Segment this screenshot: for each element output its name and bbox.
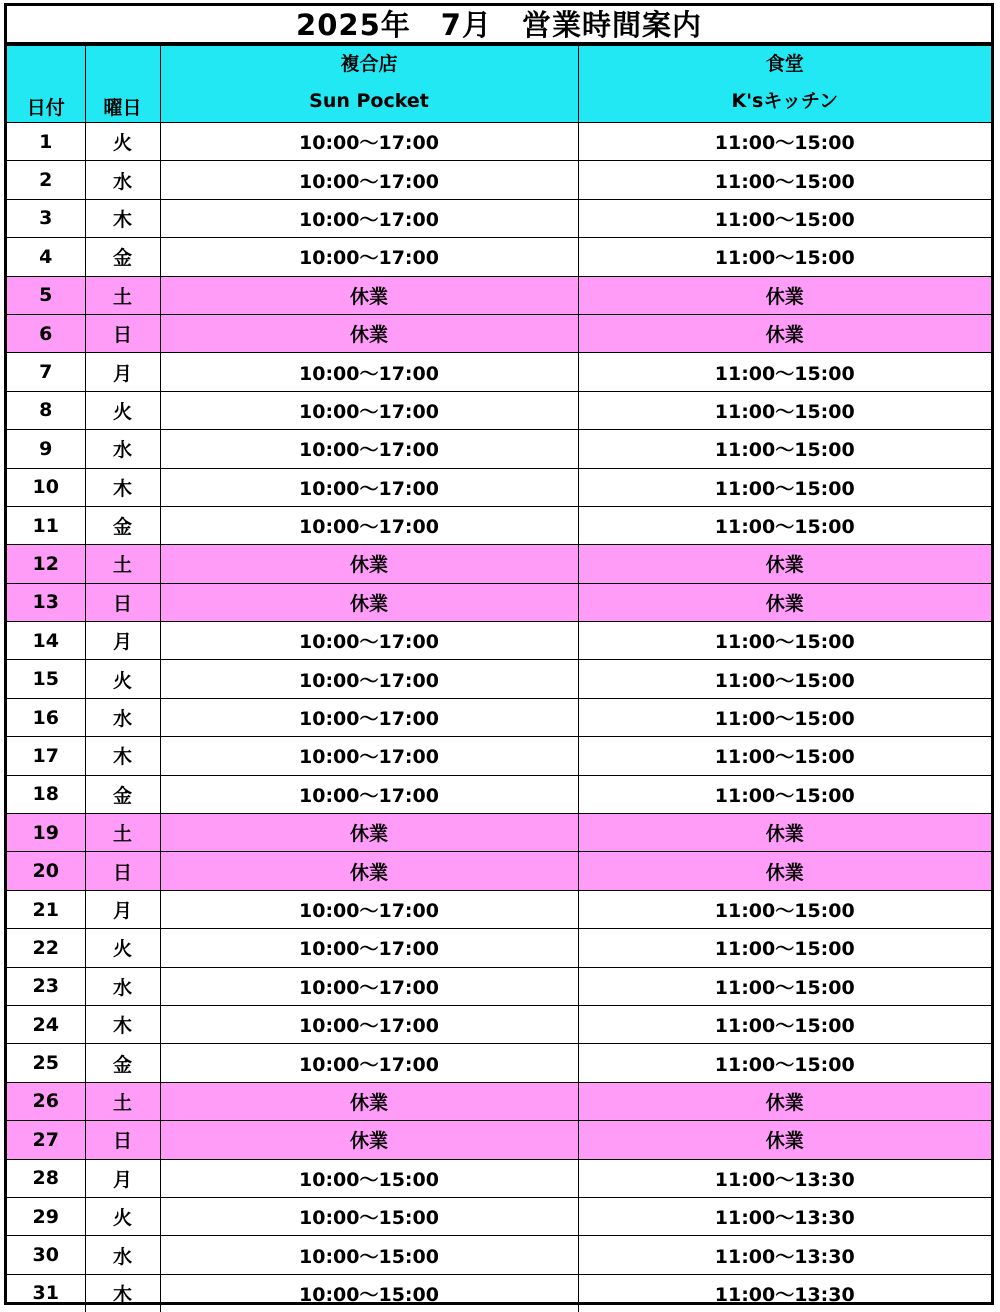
weekday-cell: 金: [85, 775, 160, 813]
table-row: [7, 314, 991, 352]
store1-hours-cell: 10:00～15:00: [160, 1236, 578, 1274]
weekday-cell: 金: [85, 238, 160, 276]
weekday-cell: 木: [85, 468, 160, 506]
table-row: [7, 545, 991, 583]
date-cell: 3: [7, 199, 85, 237]
store1-hours-cell: 10:00～17:00: [160, 737, 578, 775]
table-row: [7, 1274, 991, 1312]
store2-hours-cell: 休業: [578, 545, 991, 583]
table-row: [7, 852, 991, 890]
weekday-cell: 金: [85, 1044, 160, 1082]
date-cell: 6: [7, 314, 85, 352]
weekday-cell: 水: [85, 1236, 160, 1274]
store2-hours-cell: 11:00～15:00: [578, 199, 991, 237]
store1-hours-cell: 10:00～17:00: [160, 430, 578, 468]
store1-hours-cell: 休業: [160, 545, 578, 583]
store2-hours-cell: 休業: [578, 1121, 991, 1159]
store1-hours-cell: 10:00～17:00: [160, 1044, 578, 1082]
date-cell: 26: [7, 1082, 85, 1120]
table-row: [7, 1005, 991, 1043]
store2-hours-cell: 休業: [578, 814, 991, 852]
table-row: [7, 1044, 991, 1082]
weekday-cell: 木: [85, 199, 160, 237]
weekday-cell: 水: [85, 430, 160, 468]
weekday-cell: 火: [85, 391, 160, 429]
weekday-cell: 水: [85, 698, 160, 736]
weekday-cell: 火: [85, 929, 160, 967]
date-cell: 27: [7, 1121, 85, 1159]
store1-hours-cell: 休業: [160, 1121, 578, 1159]
store1-hours-cell: 10:00～17:00: [160, 391, 578, 429]
schedule-table: [7, 45, 991, 1312]
store1-column-header: [160, 46, 578, 123]
date-cell: 11: [7, 506, 85, 544]
weekday-cell: 土: [85, 276, 160, 314]
table-row: [7, 1236, 991, 1274]
store2-hours-cell: 11:00～15:00: [578, 506, 991, 544]
store2-hours-cell: 11:00～15:00: [578, 622, 991, 660]
weekday-cell: 月: [85, 622, 160, 660]
store2-hours-cell: 11:00～15:00: [578, 430, 991, 468]
table-row: [7, 468, 991, 506]
store2-hours-cell: 11:00～13:30: [578, 1159, 991, 1197]
date-column-header: 日付: [7, 46, 85, 123]
weekday-cell: 土: [85, 814, 160, 852]
date-cell: 9: [7, 430, 85, 468]
store2-hours-cell: 11:00～15:00: [578, 353, 991, 391]
store2-column-header: [578, 46, 991, 123]
store1-hours-cell: 10:00～17:00: [160, 775, 578, 813]
store1-hours-cell: 10:00～17:00: [160, 1005, 578, 1043]
store1-hours-cell: 10:00～17:00: [160, 506, 578, 544]
store1-hours-cell: 10:00～17:00: [160, 123, 578, 161]
date-cell: 17: [7, 737, 85, 775]
date-cell: 10: [7, 468, 85, 506]
date-cell: 25: [7, 1044, 85, 1082]
date-cell: 4: [7, 238, 85, 276]
table-row: [7, 238, 991, 276]
store2-hours-cell: 11:00～15:00: [578, 1005, 991, 1043]
store2-type-label: 食堂: [579, 46, 992, 83]
store2-hours-cell: 休業: [578, 276, 991, 314]
store2-hours-cell: 11:00～15:00: [578, 737, 991, 775]
store2-hours-cell: 11:00～15:00: [578, 238, 991, 276]
date-cell: 8: [7, 391, 85, 429]
table-row: [7, 1197, 991, 1235]
store1-type-label: 複合店: [161, 46, 578, 83]
weekday-cell: 水: [85, 161, 160, 199]
store1-hours-cell: 10:00～17:00: [160, 660, 578, 698]
table-row: [7, 430, 991, 468]
weekday-cell: 日: [85, 1121, 160, 1159]
weekday-cell: 火: [85, 123, 160, 161]
store1-hours-cell: 休業: [160, 583, 578, 621]
table-row: [7, 199, 991, 237]
store1-hours-cell: 10:00～17:00: [160, 199, 578, 237]
table-row: [7, 698, 991, 736]
weekday-cell: 金: [85, 506, 160, 544]
store1-hours-cell: 10:00～17:00: [160, 468, 578, 506]
weekday-cell: 月: [85, 353, 160, 391]
date-cell: 2: [7, 161, 85, 199]
table-row: [7, 1159, 991, 1197]
weekday-cell: 月: [85, 890, 160, 928]
date-cell: 20: [7, 852, 85, 890]
weekday-column-header: 曜日: [85, 46, 160, 123]
store2-hours-cell: 11:00～15:00: [578, 967, 991, 1005]
table-row: [7, 929, 991, 967]
date-cell: 12: [7, 545, 85, 583]
date-cell: 31: [7, 1274, 85, 1312]
store1-hours-cell: 10:00～15:00: [160, 1197, 578, 1235]
store2-hours-cell: 11:00～15:00: [578, 161, 991, 199]
store2-hours-cell: 休業: [578, 1082, 991, 1120]
store2-hours-cell: 11:00～15:00: [578, 698, 991, 736]
store2-hours-cell: 11:00～15:00: [578, 391, 991, 429]
weekday-cell: 木: [85, 1005, 160, 1043]
store1-hours-cell: 休業: [160, 814, 578, 852]
store1-name-label: Sun Pocket: [161, 83, 578, 120]
page-title: 2025年 7月 営業時間案内: [7, 6, 991, 45]
table-row: [7, 775, 991, 813]
store1-hours-cell: 休業: [160, 1082, 578, 1120]
date-cell: 19: [7, 814, 85, 852]
date-cell: 29: [7, 1197, 85, 1235]
table-row: [7, 967, 991, 1005]
table-row: [7, 353, 991, 391]
store1-hours-cell: 10:00～17:00: [160, 698, 578, 736]
date-cell: 13: [7, 583, 85, 621]
table-row: [7, 737, 991, 775]
date-cell: 22: [7, 929, 85, 967]
store2-hours-cell: 11:00～13:30: [578, 1197, 991, 1235]
store1-hours-cell: 休業: [160, 314, 578, 352]
store1-hours-cell: 10:00～17:00: [160, 238, 578, 276]
store1-hours-cell: 休業: [160, 276, 578, 314]
store2-name-label: K'sキッチン: [579, 83, 992, 120]
store1-hours-cell: 10:00～15:00: [160, 1274, 578, 1312]
store2-hours-cell: 休業: [578, 852, 991, 890]
table-row: [7, 583, 991, 621]
store2-hours-cell: 11:00～15:00: [578, 1044, 991, 1082]
table-row: [7, 1082, 991, 1120]
date-cell: 30: [7, 1236, 85, 1274]
table-row: [7, 660, 991, 698]
store1-hours-cell: 10:00～17:00: [160, 353, 578, 391]
table-row: [7, 506, 991, 544]
weekday-cell: 土: [85, 545, 160, 583]
weekday-cell: 火: [85, 660, 160, 698]
store2-hours-cell: 11:00～13:30: [578, 1236, 991, 1274]
store2-hours-cell: 休業: [578, 583, 991, 621]
weekday-cell: 木: [85, 737, 160, 775]
store1-hours-cell: 10:00～17:00: [160, 929, 578, 967]
store2-hours-cell: 11:00～15:00: [578, 123, 991, 161]
store1-hours-cell: 10:00～17:00: [160, 161, 578, 199]
date-cell: 28: [7, 1159, 85, 1197]
date-cell: 16: [7, 698, 85, 736]
store2-hours-cell: 11:00～15:00: [578, 929, 991, 967]
table-row: [7, 814, 991, 852]
date-cell: 5: [7, 276, 85, 314]
date-cell: 18: [7, 775, 85, 813]
date-cell: 21: [7, 890, 85, 928]
weekday-cell: 日: [85, 852, 160, 890]
store2-hours-cell: 休業: [578, 314, 991, 352]
weekday-cell: 土: [85, 1082, 160, 1120]
schedule-sheet: [4, 3, 994, 1305]
store1-hours-cell: 10:00～17:00: [160, 967, 578, 1005]
store1-hours-cell: 10:00～17:00: [160, 890, 578, 928]
weekday-cell: 日: [85, 583, 160, 621]
date-cell: 15: [7, 660, 85, 698]
table-row: [7, 890, 991, 928]
date-cell: 14: [7, 622, 85, 660]
store2-hours-cell: 11:00～15:00: [578, 660, 991, 698]
weekday-cell: 月: [85, 1159, 160, 1197]
date-cell: 23: [7, 967, 85, 1005]
date-cell: 24: [7, 1005, 85, 1043]
table-row: [7, 161, 991, 199]
date-cell: 7: [7, 353, 85, 391]
store2-hours-cell: 11:00～13:30: [578, 1274, 991, 1312]
store1-hours-cell: 休業: [160, 852, 578, 890]
table-row: [7, 1121, 991, 1159]
weekday-cell: 木: [85, 1274, 160, 1312]
table-row: [7, 391, 991, 429]
store1-hours-cell: 10:00～15:00: [160, 1159, 578, 1197]
table-row: [7, 276, 991, 314]
table-row: [7, 123, 991, 161]
date-cell: 1: [7, 123, 85, 161]
table-row: [7, 622, 991, 660]
store1-hours-cell: 10:00～17:00: [160, 622, 578, 660]
store2-hours-cell: 11:00～15:00: [578, 890, 991, 928]
weekday-cell: 日: [85, 314, 160, 352]
schedule-body: [7, 123, 991, 1312]
store2-hours-cell: 11:00～15:00: [578, 775, 991, 813]
header-row: [7, 46, 991, 123]
weekday-cell: 火: [85, 1197, 160, 1235]
store2-hours-cell: 11:00～15:00: [578, 468, 991, 506]
weekday-cell: 水: [85, 967, 160, 1005]
